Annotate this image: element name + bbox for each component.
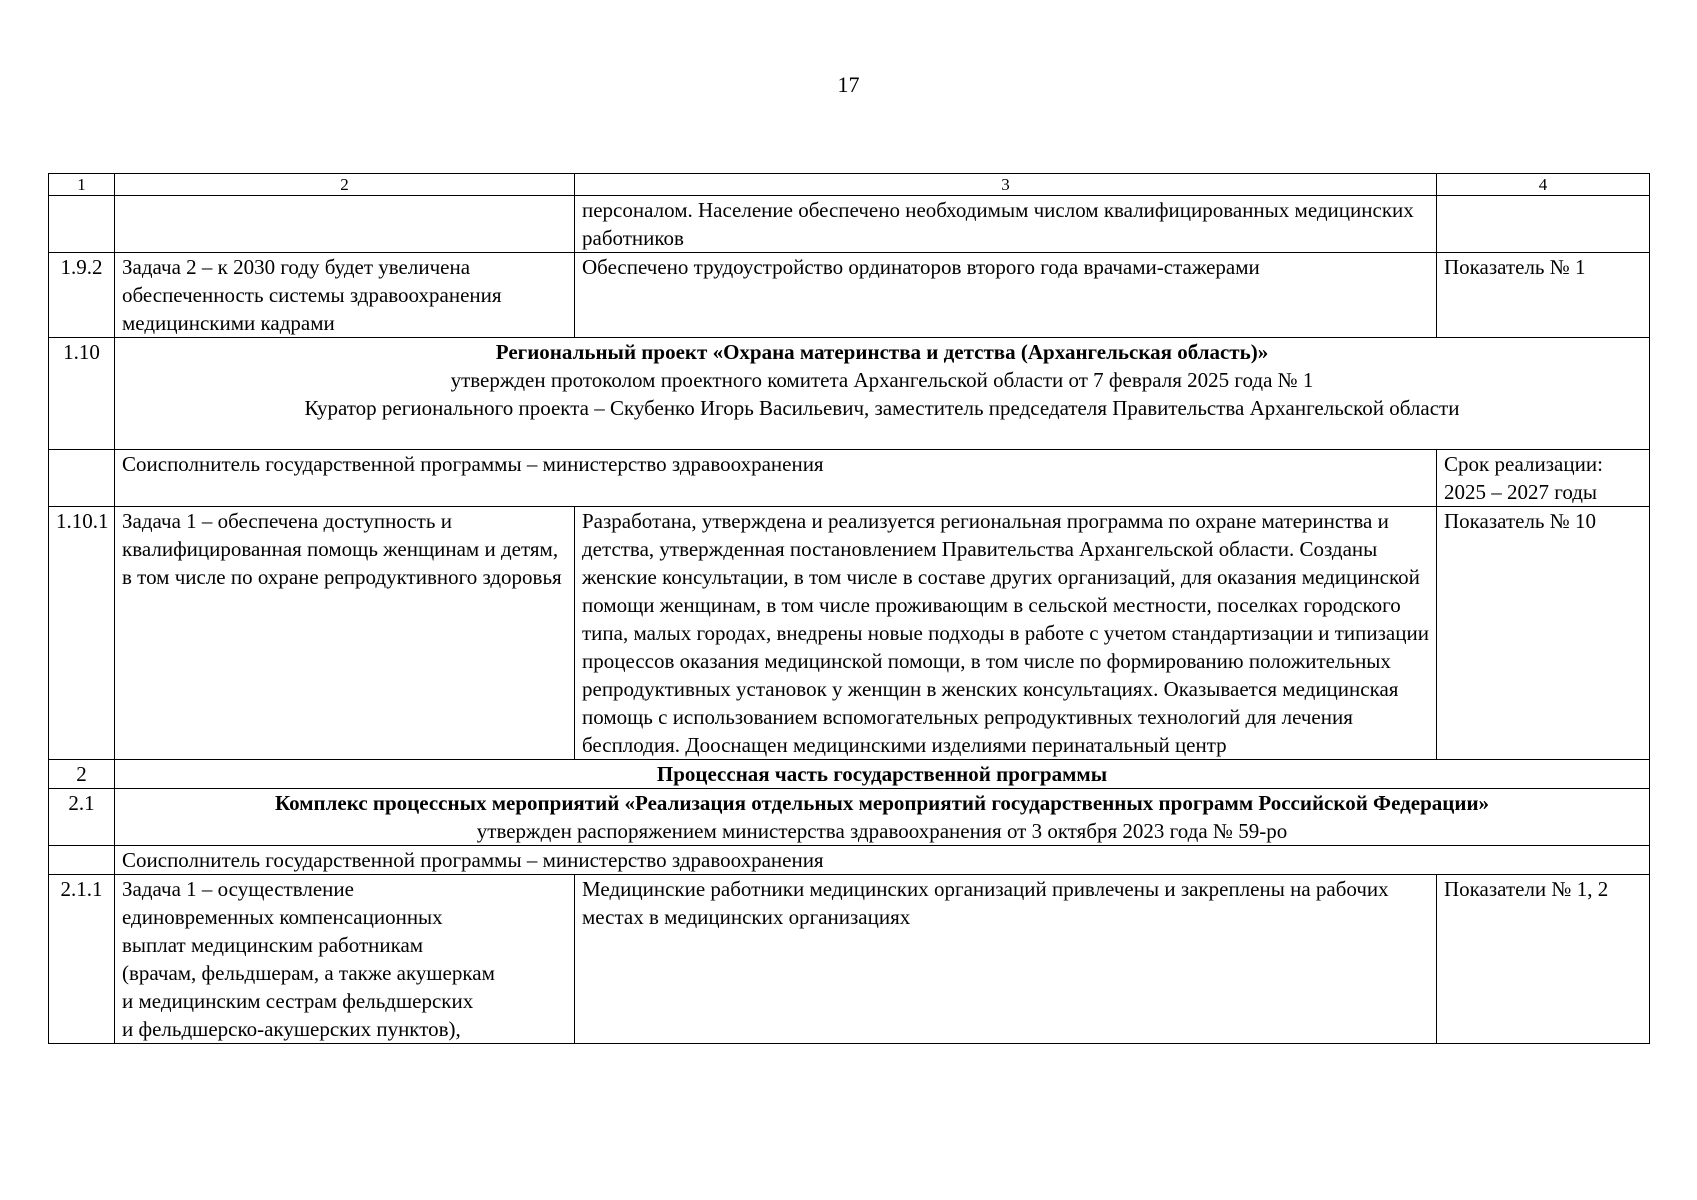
- term-cell: [1437, 450, 1650, 507]
- section-row: [49, 789, 1650, 846]
- row-number: 2.1.1: [49, 875, 115, 1044]
- indicator-cell: Показатели № 1, 2: [1437, 875, 1650, 1044]
- empty-cell: [49, 846, 115, 875]
- row-number: 2: [49, 760, 115, 789]
- task-cell: Задача 2 – к 2030 году будет увеличена обеспеченность системы здравоохранения медицинскими кадрами: [115, 253, 575, 338]
- task-line: выплат медицинским работникам: [122, 933, 424, 957]
- term-value: 2025 – 2027 годы: [1444, 480, 1598, 504]
- table-header-row: [49, 174, 1650, 196]
- section-row: [49, 760, 1650, 789]
- page-number: 17: [837, 72, 860, 97]
- term-label: Срок реализации:: [1444, 452, 1603, 476]
- section-title: Процессная часть государственной программы: [115, 760, 1650, 789]
- section-title: Комплекс процессных мероприятий «Реализация отдельных мероприятий государственных программ Российской Федерации»: [274, 791, 1490, 815]
- table-row: [49, 450, 1650, 507]
- indicator-cell: [1437, 196, 1650, 253]
- task-line: и фельдшерско-акушерских пунктов),: [122, 1017, 461, 1041]
- program-table: [48, 173, 1650, 1044]
- section-row: [49, 338, 1650, 450]
- indicator-cell: Показатель № 10: [1437, 507, 1650, 760]
- row-number: 2.1: [49, 789, 115, 846]
- header-cell: 4: [1437, 174, 1650, 196]
- task-line: Задача 1 – осуществление: [122, 877, 354, 901]
- section-approval: утвержден протоколом проектного комитета Архангельской области от 7 февраля 2025 года № 1: [450, 368, 1314, 392]
- coexecutor-cell: Соисполнитель государственной программы – министерство здравоохранения: [115, 450, 1437, 507]
- result-cell: Обеспечено трудоустройство ординаторов второго года врачами-стажерами: [575, 253, 1437, 338]
- section-cell: [115, 338, 1650, 450]
- task-cell: Задача 1 – обеспечена доступность и квалифицированная помощь женщинам и детям, в том числе по охране репродуктивного здоровья: [115, 507, 575, 760]
- row-number: 1.10.1: [49, 507, 115, 760]
- header-cell: 2: [115, 174, 575, 196]
- section-cell: [115, 789, 1650, 846]
- header-cell: 1: [49, 174, 115, 196]
- section-title: Региональный проект «Охрана материнства и детства (Архангельская область)»: [495, 340, 1269, 364]
- table-row: [49, 846, 1650, 875]
- task-cell: [115, 196, 575, 253]
- empty-cell: [49, 450, 115, 507]
- table-row: [49, 507, 1650, 760]
- row-number: 1.10: [49, 338, 115, 450]
- indicator-cell: Показатель № 1: [1437, 253, 1650, 338]
- result-cell: Медицинские работники медицинских организаций привлечены и закреплены на рабочих местах в медицинских организациях: [575, 875, 1437, 1044]
- result-cell: персоналом. Население обеспечено необходимым числом квалифицированных медицинских работников: [575, 196, 1437, 253]
- table-row: [49, 253, 1650, 338]
- task-cell: [115, 875, 575, 1044]
- result-cell: Разработана, утверждена и реализуется региональная программа по охране материнства и детства, утвержденная постановлением Правительства Архангельской области. Созданы женские консультации, в том числе в составе других организаций, для оказания медицинской помощи женщинам, в том числе проживающим в сельской местности, поселках городского типа, малых городах, внедрены новые подходы в работе с учетом стандартизации и типизации процессов оказания медицинской помощи, в том числе по формированию положительных репродуктивных установок у женщин в женских консультациях. Оказывается медицинская помощь с использованием вспомогательных репродуктивных технологий для лечения бесплодия. Дооснащен медицинскими изделиями перинатальный центр: [575, 507, 1437, 760]
- row-number: [49, 196, 115, 253]
- task-line: и медицинским сестрам фельдшерских: [122, 989, 474, 1013]
- coexecutor-cell: Соисполнитель государственной программы – министерство здравоохранения: [115, 846, 1650, 875]
- task-line: единовременных компенсационных: [122, 905, 443, 929]
- header-cell: 3: [575, 174, 1437, 196]
- task-line: (врачам, фельдшерам, а также акушеркам: [122, 961, 495, 985]
- row-number: 1.9.2: [49, 253, 115, 338]
- section-curator: Куратор регионального проекта – Скубенко Игорь Васильевич, заместитель председателя Правительства Архангельской области: [304, 396, 1460, 420]
- section-approval: утвержден распоряжением министерства здравоохранения от 3 октября 2023 года № 59-ро: [476, 819, 1288, 843]
- table-row: [49, 875, 1650, 1044]
- table-row: [49, 196, 1650, 253]
